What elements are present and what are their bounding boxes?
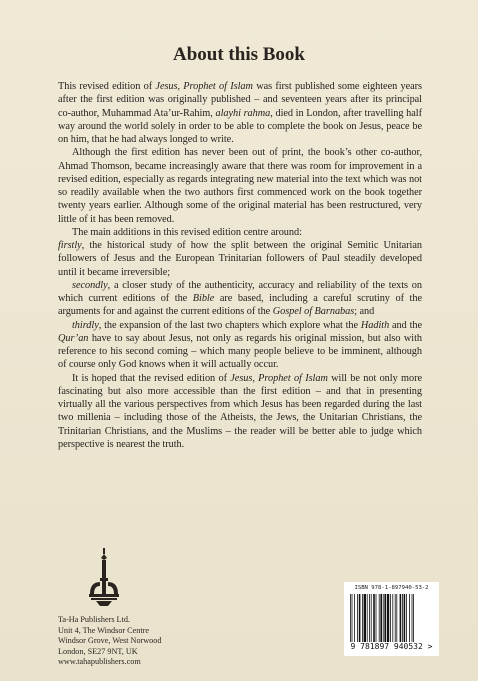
barcode-bar — [402, 594, 403, 642]
barcode-bar — [373, 594, 375, 642]
barcode-bar — [409, 594, 410, 642]
barcode-bar — [400, 594, 402, 642]
barcode-bar — [352, 594, 353, 642]
addition-secondly — [58, 279, 422, 319]
quran-italic: Qur’an — [58, 332, 89, 344]
barcode-bar — [387, 594, 389, 642]
barcode-bar — [395, 594, 396, 642]
text-run: and the — [389, 319, 422, 331]
barcode-bar — [357, 594, 358, 642]
paragraph-conclusion — [58, 372, 422, 452]
barcode-bar — [376, 594, 377, 642]
paragraph-revision: Although the first edition has never been out of print, the book’s other co-author, Ahmad Thomson, became increasingly aware that there was room for improvement in a revised edition, especially as regards integrating new material into the text which was not so readily available when the two authors first commenced work on the book together twenty years earlier. Although some of the original material has been restructured, very little of it has been removed. — [58, 147, 422, 225]
isbn-number: ISBN 978-1-897940-53-2 — [354, 585, 429, 591]
address-line: Windsor Grove, West Norwood — [58, 636, 162, 646]
text-run: This revised edition of — [58, 81, 156, 92]
address-line: Unit 4, The Windsor Centre — [58, 625, 150, 635]
barcode-bar — [412, 594, 413, 642]
ordinal-italic: firstly — [58, 240, 82, 251]
barcode-bar — [384, 594, 386, 642]
publisher-name: Ta-Ha Publishers Ltd. — [58, 615, 130, 624]
barcode-bar — [406, 594, 407, 642]
text-run: was first published some eighteen years after the first edition was originally published – and seventeen years after its principal co-author, Muhammad Ata’ur-Rahim, — [58, 81, 422, 119]
honorific-italic: alayhi rahma — [215, 107, 271, 119]
barcode-bar — [367, 594, 368, 642]
paragraph-intro — [58, 80, 422, 146]
publisher-website: www.tahapublishers.com — [58, 657, 141, 667]
text-run: will be not only more fascinating but also more accessible than the first edition – and that in presenting virtually all the various perspectives from which Jesus has been regarded during the last two millenia – including those of the Atheists, the Jews, the Unitarian Christians, the Trinitarian Christians, and the Muslims – the reader will be better able to judge which perspective is nearest the truth. — [58, 372, 422, 450]
barcode-bar — [350, 594, 351, 642]
publisher-address — [58, 615, 258, 668]
barcode-bar — [383, 594, 384, 642]
barcode-bars — [350, 594, 434, 642]
paragraph-additions: The main additions in this revised edition centre around: — [72, 226, 302, 238]
text-run: , the historical study of how the split between the original Semitic Unitarian followers of Jesus and the European Trinitarian followers of Paul steadily developed until it became irreversible; — [58, 240, 422, 278]
cover-footer — [0, 540, 478, 681]
barcode-bar — [364, 594, 366, 642]
text-run: have to say about Jesus, not only as regards his original mission, but also with reference to his second coming – which many people believe to be imminent, although of course only God knows when it will actually occur. — [58, 332, 422, 371]
barcode-bar — [380, 594, 382, 642]
text-run: are based, including a careful scrutiny of the arguments for and against the current editions of the — [58, 293, 422, 318]
text-run: , died in London, after travelling half way around the world solely in order to be able to complete the book on Jesus, peace be on him, that he had always longed to write. — [58, 107, 422, 145]
text-run: , a closer study of the authenticity, accuracy and reliability of the texts on which current editions of the — [58, 279, 422, 304]
book-description — [58, 80, 422, 451]
ordinal-italic: thirdly — [72, 319, 99, 331]
barcode-bar — [359, 594, 361, 642]
barcode-bar — [413, 594, 414, 642]
text-run: It is hoped that the revised edition of — [72, 372, 231, 384]
gospel-italic: Gospel of Barnabas — [272, 306, 355, 318]
barcode-bar — [379, 594, 380, 642]
book-title-italic: Jesus, Prophet of Islam — [155, 81, 253, 92]
address-line: London, SE27 9NT, UK — [58, 646, 138, 656]
addition-firstly — [58, 239, 422, 279]
barcode-bar — [390, 594, 391, 642]
barcode-bar — [404, 594, 406, 642]
barcode-digits: 9 781897 940532 > — [350, 642, 433, 651]
barcode-bar — [354, 594, 355, 642]
hadith-italic: Hadith — [360, 319, 390, 331]
barcode-bar — [396, 594, 397, 642]
book-title-italic: Jesus, Prophet of Islam — [230, 372, 328, 384]
text-run: , the expansion of the last two chapters which explore what the — [98, 319, 361, 331]
text-run: ; and — [354, 306, 375, 318]
ordinal-italic: secondly — [72, 279, 108, 291]
barcode-bar — [371, 594, 372, 642]
barcode-bar — [392, 594, 393, 642]
page-title: About this Book — [173, 44, 305, 65]
isbn-barcode — [344, 582, 439, 656]
bible-italic: Bible — [192, 293, 215, 304]
addition-thirdly — [58, 319, 422, 372]
barcode-bar — [362, 594, 363, 642]
publisher-logo-icon — [88, 548, 120, 608]
barcode-bar — [369, 594, 370, 642]
